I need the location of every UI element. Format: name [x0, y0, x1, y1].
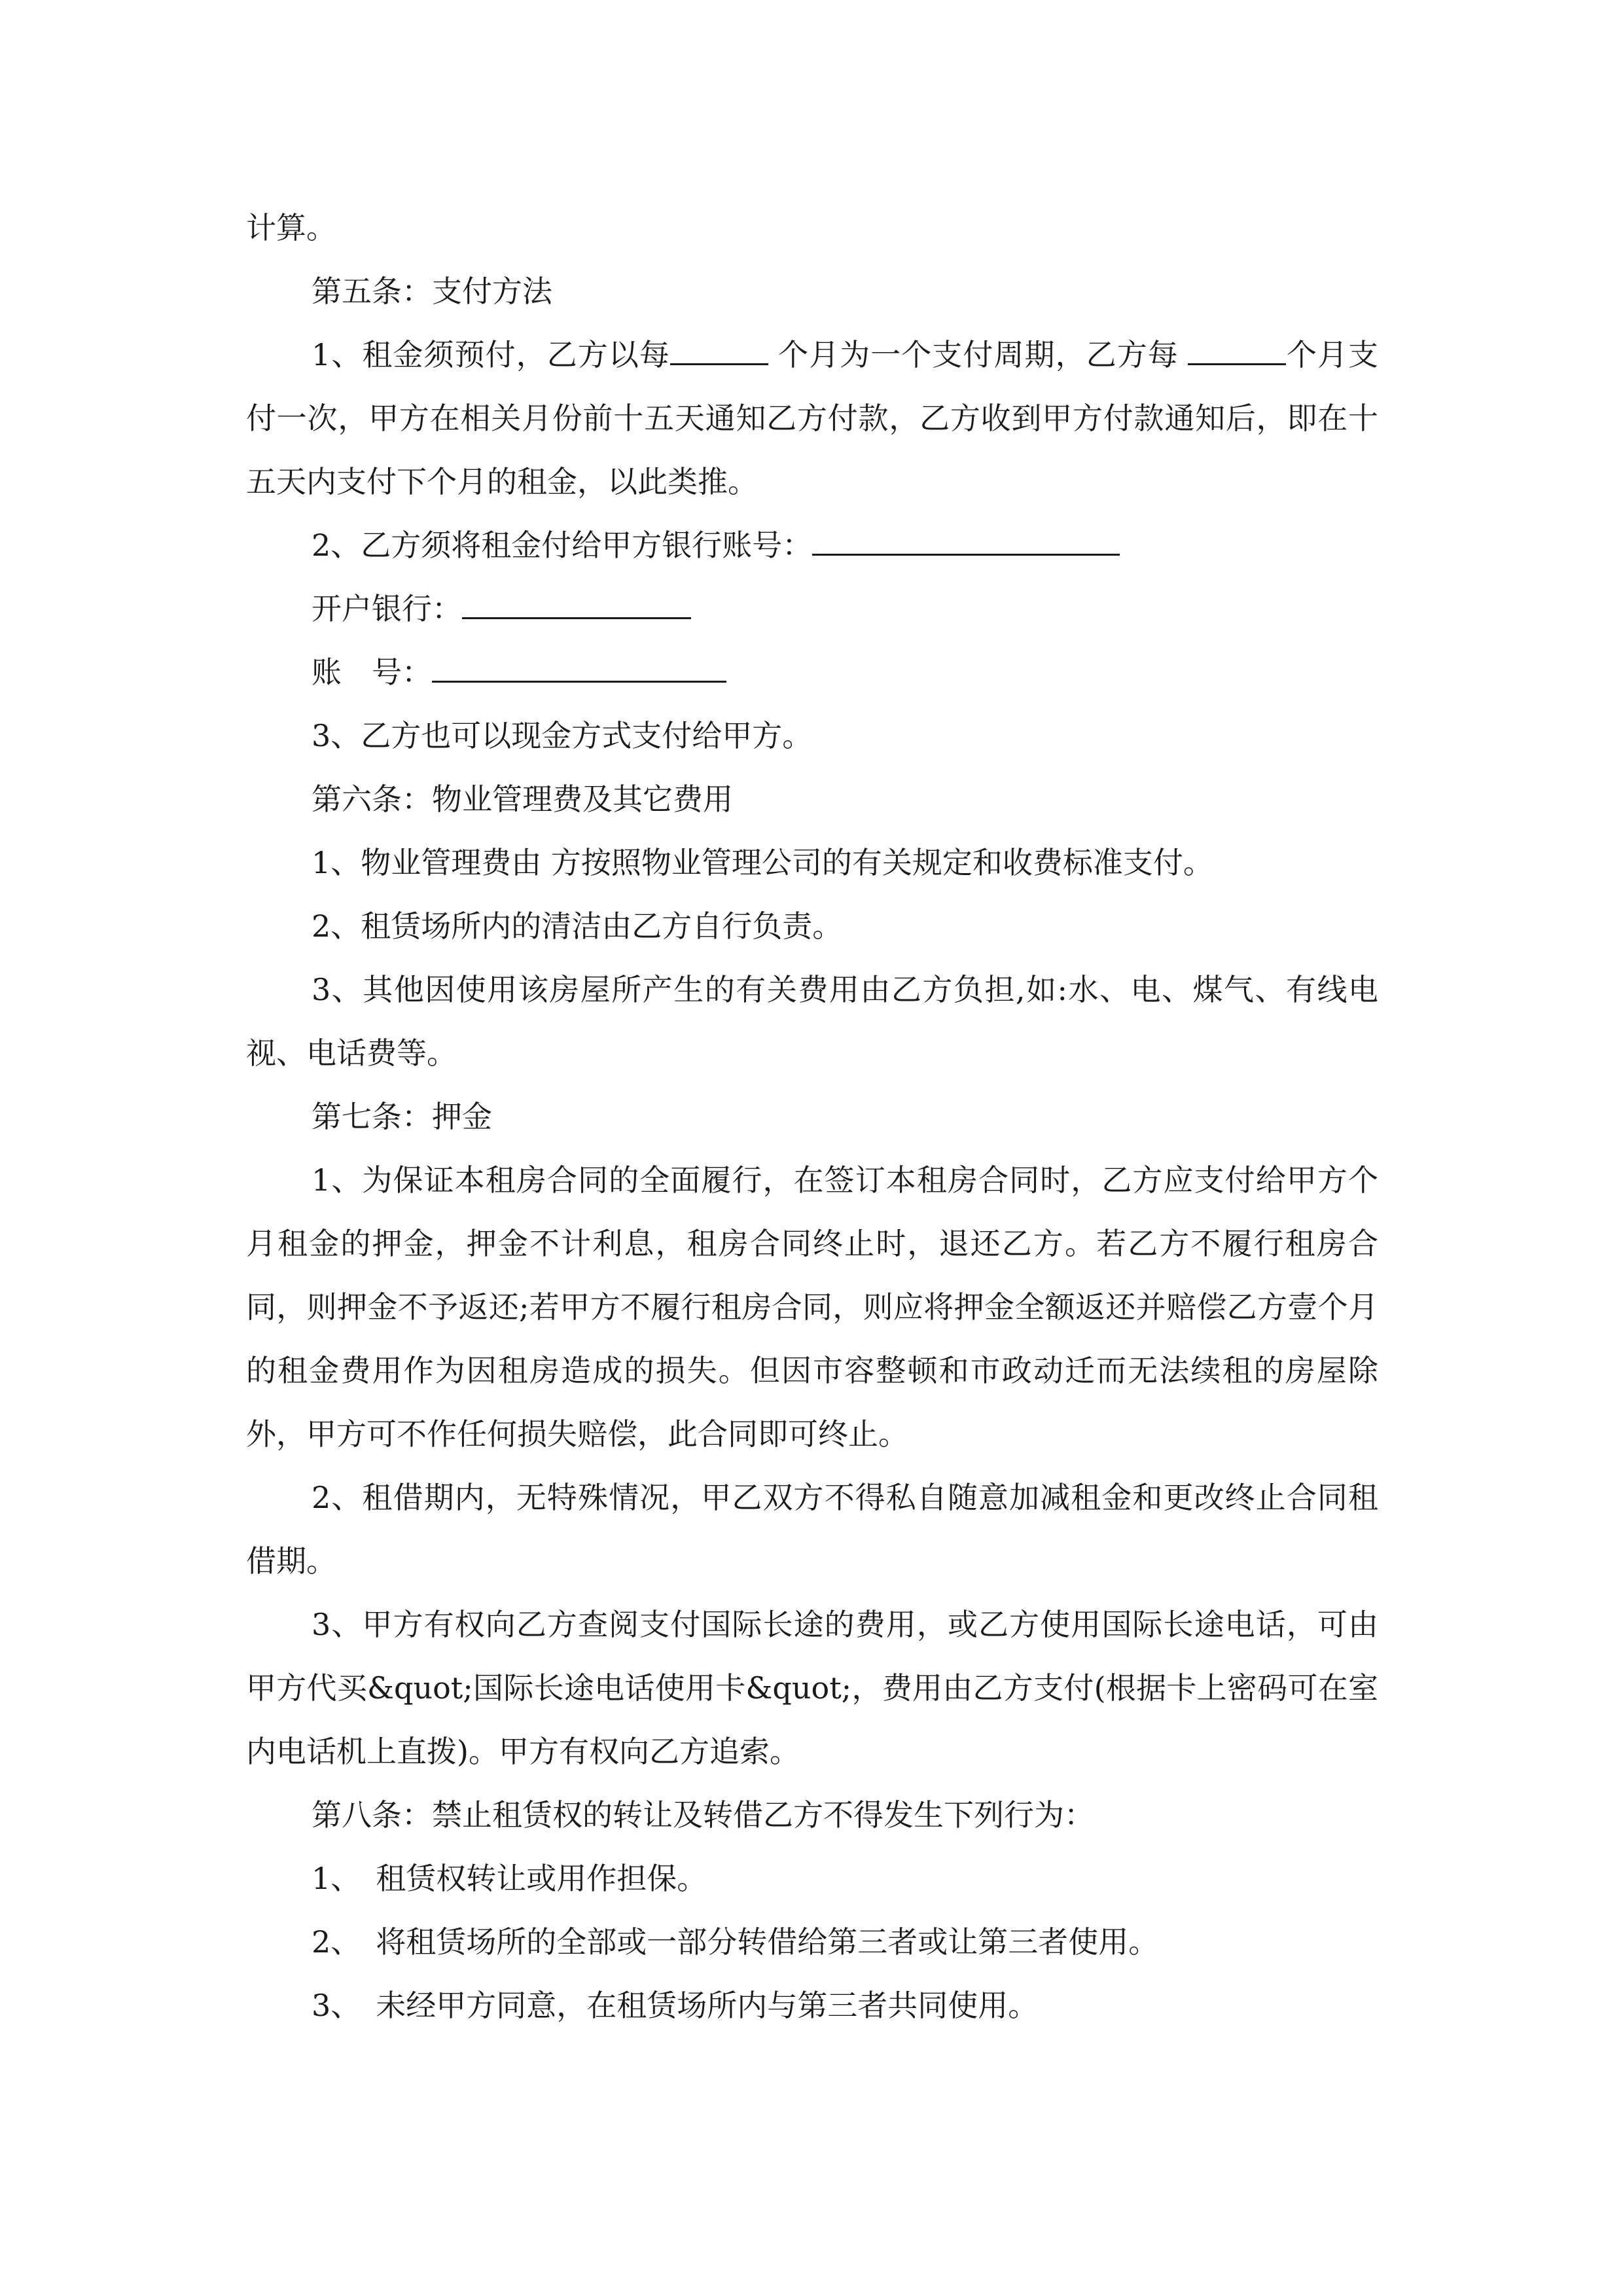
article-6-title: 第六条：物业管理费及其它费用	[312, 781, 733, 817]
account-number-blank	[432, 647, 726, 683]
article-5-title: 第五条：支付方法	[312, 274, 552, 309]
article-8-clause-3: 3、 未经甲方同意，在租赁场所内与第三者共同使用。	[312, 1988, 1039, 2023]
clause-text: 2、乙方须将租金付给甲方银行账号：	[312, 528, 813, 563]
article-5-clause-1	[246, 323, 1378, 514]
article-5-clause-3: 3、乙方也可以现金方式支付给甲方。	[312, 718, 813, 753]
article-7-clause-3: 3、甲方有权向乙方查阅支付国际长途的费用，或乙方使用国际长途电话，可由甲方代买&quot;国际长途电话使用卡&quot;，费用由乙方支付(根据卡上密码可在室内电话机上直拨)。甲方有权向乙方追索。	[246, 1607, 1378, 1769]
document-body	[246, 196, 1378, 2037]
bank-account-blank	[812, 520, 1120, 556]
article-5-clause-2	[246, 514, 1378, 577]
clause-text: 1、租金须预付，乙方以每	[312, 337, 670, 372]
clause-text: 个月为一个支付周期，乙方每	[777, 337, 1179, 372]
article-6-clause-1: 1、物业管理费由 方按照物业管理公司的有关规定和收费标准支付。	[312, 845, 1213, 880]
bank-name-line	[246, 577, 1378, 641]
article-8-clause-2: 2、 将租赁场所的全部或一部分转借给第三者或让第三者使用。	[312, 1924, 1159, 1960]
article-7-title: 第七条：押金	[312, 1099, 492, 1134]
bank-name-blank	[462, 583, 691, 619]
account-number-line	[246, 641, 1378, 704]
article-8-title: 第八条：禁止租赁权的转让及转借乙方不得发生下列行为：	[312, 1797, 1094, 1833]
bank-label: 开户银行：	[312, 591, 462, 626]
article-7-clause-1: 1、为保证本租房合同的全面履行，在签订本租房合同时，乙方应支付给甲方个月租金的押金，押金不计利息，租房合同终止时，退还乙方。若乙方不履行租房合同，则押金不予返还;若甲方不履行租房合同，则应将押金全额返还并赔偿乙方壹个月的租金费用作为因租房造成的损失。但因市容整顿和市政动迁而无法续租的房屋除外，甲方可不作任何损失赔偿，此合同即可终止。	[246, 1162, 1378, 1452]
article-8-clause-1: 1、 租赁权转让或用作担保。	[312, 1861, 707, 1896]
blank-line	[670, 329, 768, 365]
clause-text: 个月支付一次，甲方在相关月份前十五天通知乙方付款，乙方收到甲方付款通知后，即在十五天内支付下个月的租金，以此类推。	[246, 337, 1379, 499]
article-6-clause-3: 3、其他因使用该房屋所产生的有关费用由乙方负担,如:水、电、煤气、有线电视、电话费等。	[246, 972, 1378, 1071]
article-7-clause-2: 2、租借期内，无特殊情况，甲乙双方不得私自随意加减租金和更改终止合同租借期。	[246, 1480, 1378, 1579]
account-label: 账 号：	[312, 655, 432, 690]
article-6-clause-2: 2、租赁场所内的清洁由乙方自行负责。	[312, 908, 843, 944]
paragraph-calc: 计算。	[246, 210, 336, 245]
blank-line	[1188, 329, 1286, 365]
